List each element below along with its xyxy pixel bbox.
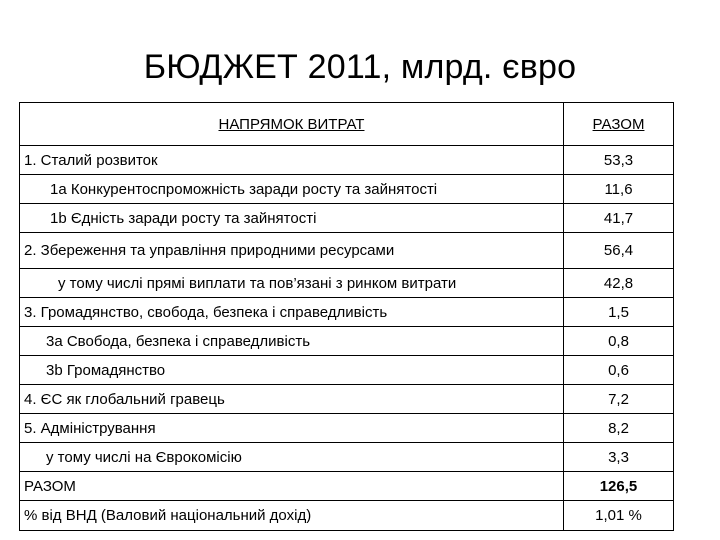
table-row xyxy=(20,327,674,356)
row-label: 3a Свобода, безпека і справедливість xyxy=(20,327,564,356)
page-title: БЮДЖЕТ 2011, млрд. євро xyxy=(143,48,577,86)
table-row xyxy=(20,298,674,327)
column-header-total: РАЗОМ xyxy=(564,103,674,146)
row-value: 41,7 xyxy=(564,204,674,233)
row-label: 4. ЄС як глобальний гравець xyxy=(20,385,564,414)
row-label: 1a Конкурентоспроможність заради росту та зайнятості xyxy=(20,175,564,204)
budget-table xyxy=(19,102,674,531)
row-value: 3,3 xyxy=(564,443,674,472)
row-value: 56,4 xyxy=(564,233,674,269)
table-row xyxy=(20,501,674,531)
row-value: 7,2 xyxy=(564,385,674,414)
row-label: 5. Адміністрування xyxy=(20,414,564,443)
row-label: у тому числі прямі виплати та пов’язані з ринком витрати xyxy=(20,269,564,298)
table-row xyxy=(20,414,674,443)
row-value: 1,5 xyxy=(564,298,674,327)
table-row xyxy=(20,443,674,472)
row-value: 11,6 xyxy=(564,175,674,204)
table-row xyxy=(20,175,674,204)
row-label: 2. Збереження та управління природними ресурсами xyxy=(20,233,564,269)
row-value: 53,3 xyxy=(564,146,674,175)
table-row xyxy=(20,269,674,298)
row-label: 3. Громадянство, свобода, безпека і справедливість xyxy=(20,298,564,327)
row-label: РАЗОМ xyxy=(20,472,564,501)
table-row xyxy=(20,204,674,233)
row-value: 1,01 % xyxy=(564,501,674,531)
table-row xyxy=(20,146,674,175)
row-value: 0,8 xyxy=(564,327,674,356)
row-label: 1b Єдність заради росту та зайнятості xyxy=(20,204,564,233)
table-header-row xyxy=(20,103,674,146)
table-row xyxy=(20,233,674,269)
row-value: 8,2 xyxy=(564,414,674,443)
table-row-total xyxy=(20,472,674,501)
table-row xyxy=(20,385,674,414)
table-row xyxy=(20,356,674,385)
row-label: % від ВНД (Валовий національний дохід) xyxy=(20,501,564,531)
row-value: 0,6 xyxy=(564,356,674,385)
row-label: 1. Сталий розвиток xyxy=(20,146,564,175)
row-label: у тому числі на Єврокомісію xyxy=(20,443,564,472)
column-header-direction: НАПРЯМОК ВИТРАТ xyxy=(20,103,564,146)
row-value: 126,5 xyxy=(564,472,674,501)
row-value: 42,8 xyxy=(564,269,674,298)
row-label: 3b Громадянство xyxy=(20,356,564,385)
